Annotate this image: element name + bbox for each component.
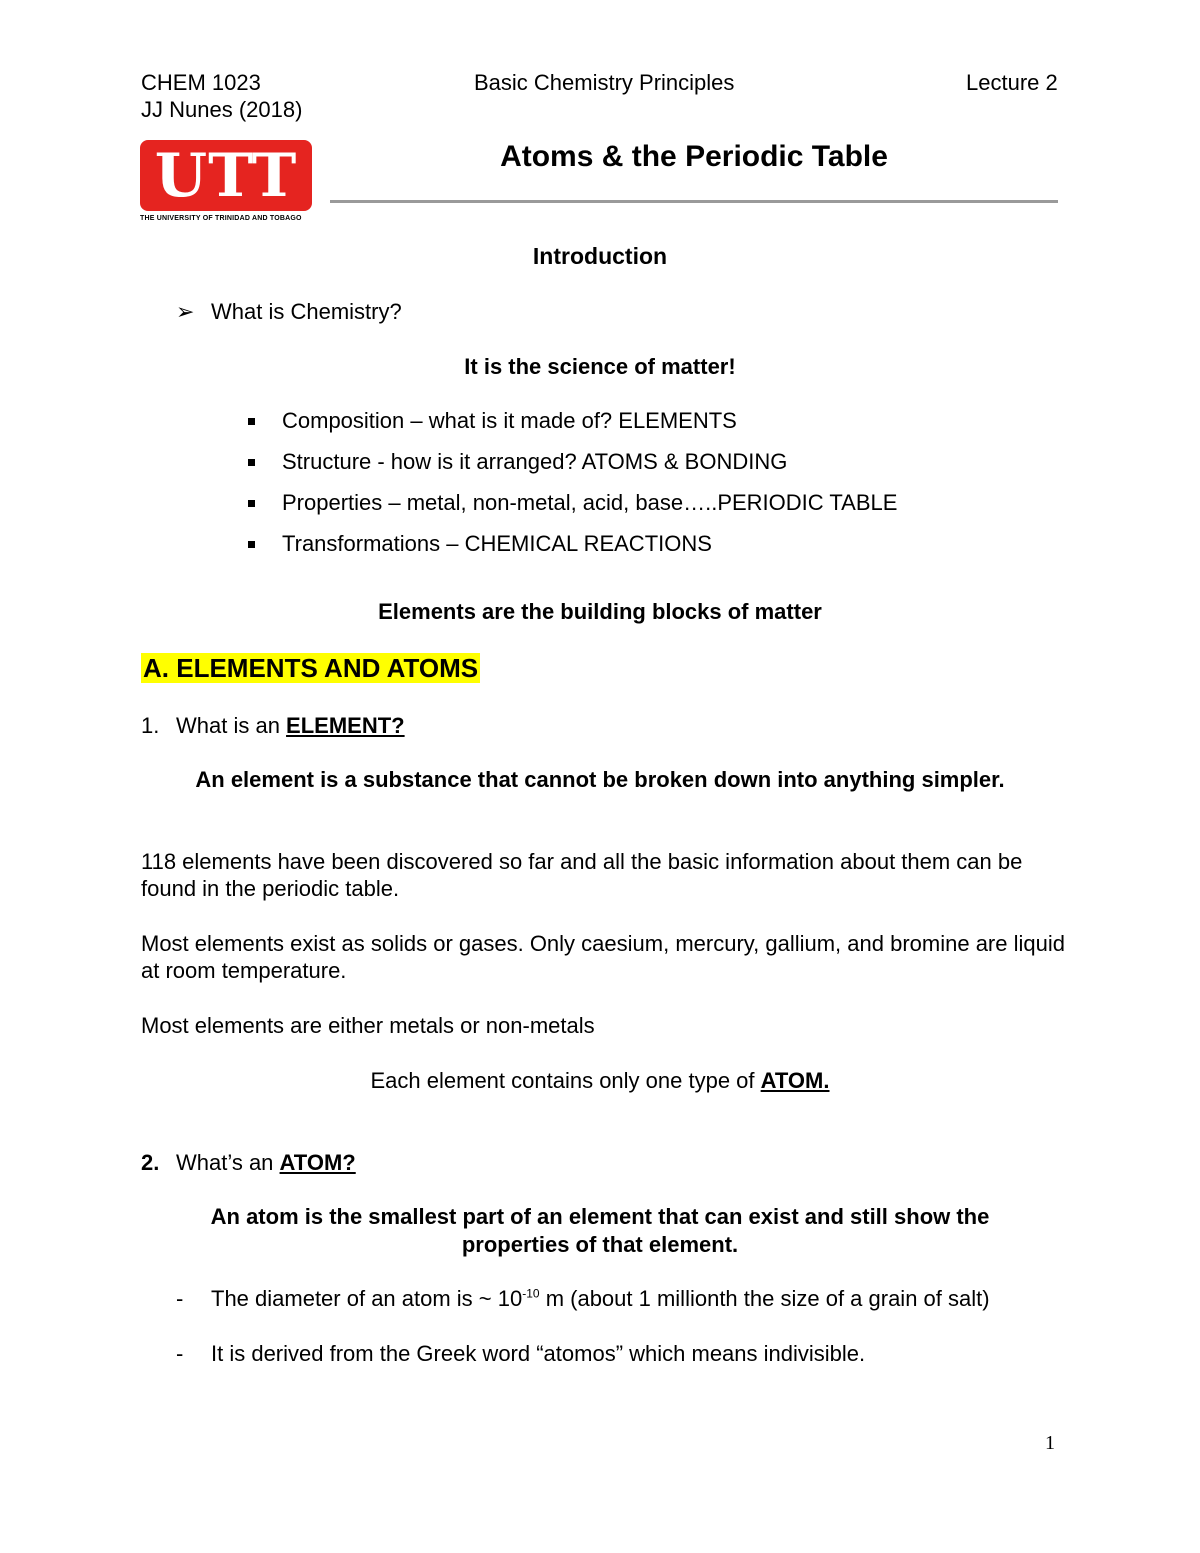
dash-bullet: - [176, 1341, 184, 1366]
q1-number: 1. [141, 713, 160, 738]
section-a-heading: A. ELEMENTS AND ATOMS [143, 653, 479, 683]
lecture-number: Lecture 2 [966, 70, 1058, 95]
course-code: CHEM 1023 [141, 70, 261, 95]
paragraph-line: Most elements are either metals or non-metals [141, 1013, 595, 1038]
atom-sentence-term: ATOM. [760, 1068, 830, 1093]
page-number: 1 [1045, 1432, 1055, 1454]
square-bullet-icon [248, 541, 255, 548]
course-title: Basic Chemistry Principles [474, 70, 735, 95]
intro-point: Transformations – CHEMICAL REACTIONS [282, 531, 712, 556]
square-bullet-icon [248, 500, 255, 507]
paragraph-line: at room temperature. [141, 958, 347, 983]
intro-point: Structure - how is it arranged? ATOMS & BONDING [282, 449, 788, 474]
intro-answer: It is the science of matter! [464, 354, 736, 379]
intro-heading: Introduction [532, 243, 668, 269]
atom-definition-line: An atom is the smallest part of an element that can exist and still show the [210, 1204, 990, 1229]
logo-text: UTT [154, 140, 298, 211]
element-definition: An element is a substance that cannot be broken down into anything simpler. [195, 767, 1005, 792]
intro-question: What is Chemistry? [211, 299, 402, 324]
logo-subtitle: THE UNIVERSITY OF TRINIDAD AND TOBAGO [140, 215, 302, 222]
atom-fact-diameter [211, 1286, 990, 1312]
paragraph-line: found in the periodic table. [141, 876, 400, 901]
utt-logo [140, 140, 312, 211]
q2-question [176, 1150, 356, 1176]
q1-prefix: What is an [176, 713, 287, 738]
fact-exponent: -10 [522, 1286, 540, 1301]
q2-prefix: What’s an [176, 1150, 280, 1175]
author: JJ Nunes (2018) [141, 97, 303, 122]
intro-point: Properties – metal, non-metal, acid, base…..PERIODIC TABLE [282, 490, 898, 515]
square-bullet-icon [248, 418, 255, 425]
q1-question [176, 713, 405, 739]
atom-sentence-prefix: Each element contains only one type of [370, 1068, 761, 1093]
arrow-bullet-icon: ➢ [176, 299, 195, 324]
square-bullet-icon [248, 459, 255, 466]
paragraph-line: Most elements exist as solids or gases. Only caesium, mercury, gallium, and bromine are liquid [141, 931, 1065, 956]
dash-bullet: - [176, 1286, 184, 1311]
intro-point: Composition – what is it made of? ELEMENTS [282, 408, 737, 433]
title-rule [330, 200, 1058, 203]
paragraph-line: 118 elements have been discovered so far and all the basic information about them can be [141, 849, 1023, 874]
atom-sentence [0, 1068, 1200, 1094]
q2-term: ATOM? [279, 1150, 356, 1175]
fact-suffix: m (about 1 millionth the size of a grain of salt) [539, 1286, 990, 1311]
intro-summary: Elements are the building blocks of matter [378, 599, 822, 624]
page-title: Atoms & the Periodic Table [500, 140, 888, 173]
fact-prefix: The diameter of an atom is ~ 10 [211, 1286, 523, 1311]
q2-number: 2. [141, 1150, 160, 1175]
atom-fact-etymology: It is derived from the Greek word “atomos” which means indivisible. [211, 1341, 866, 1366]
atom-definition-line: properties of that element. [461, 1232, 739, 1257]
q1-term: ELEMENT? [286, 713, 405, 738]
